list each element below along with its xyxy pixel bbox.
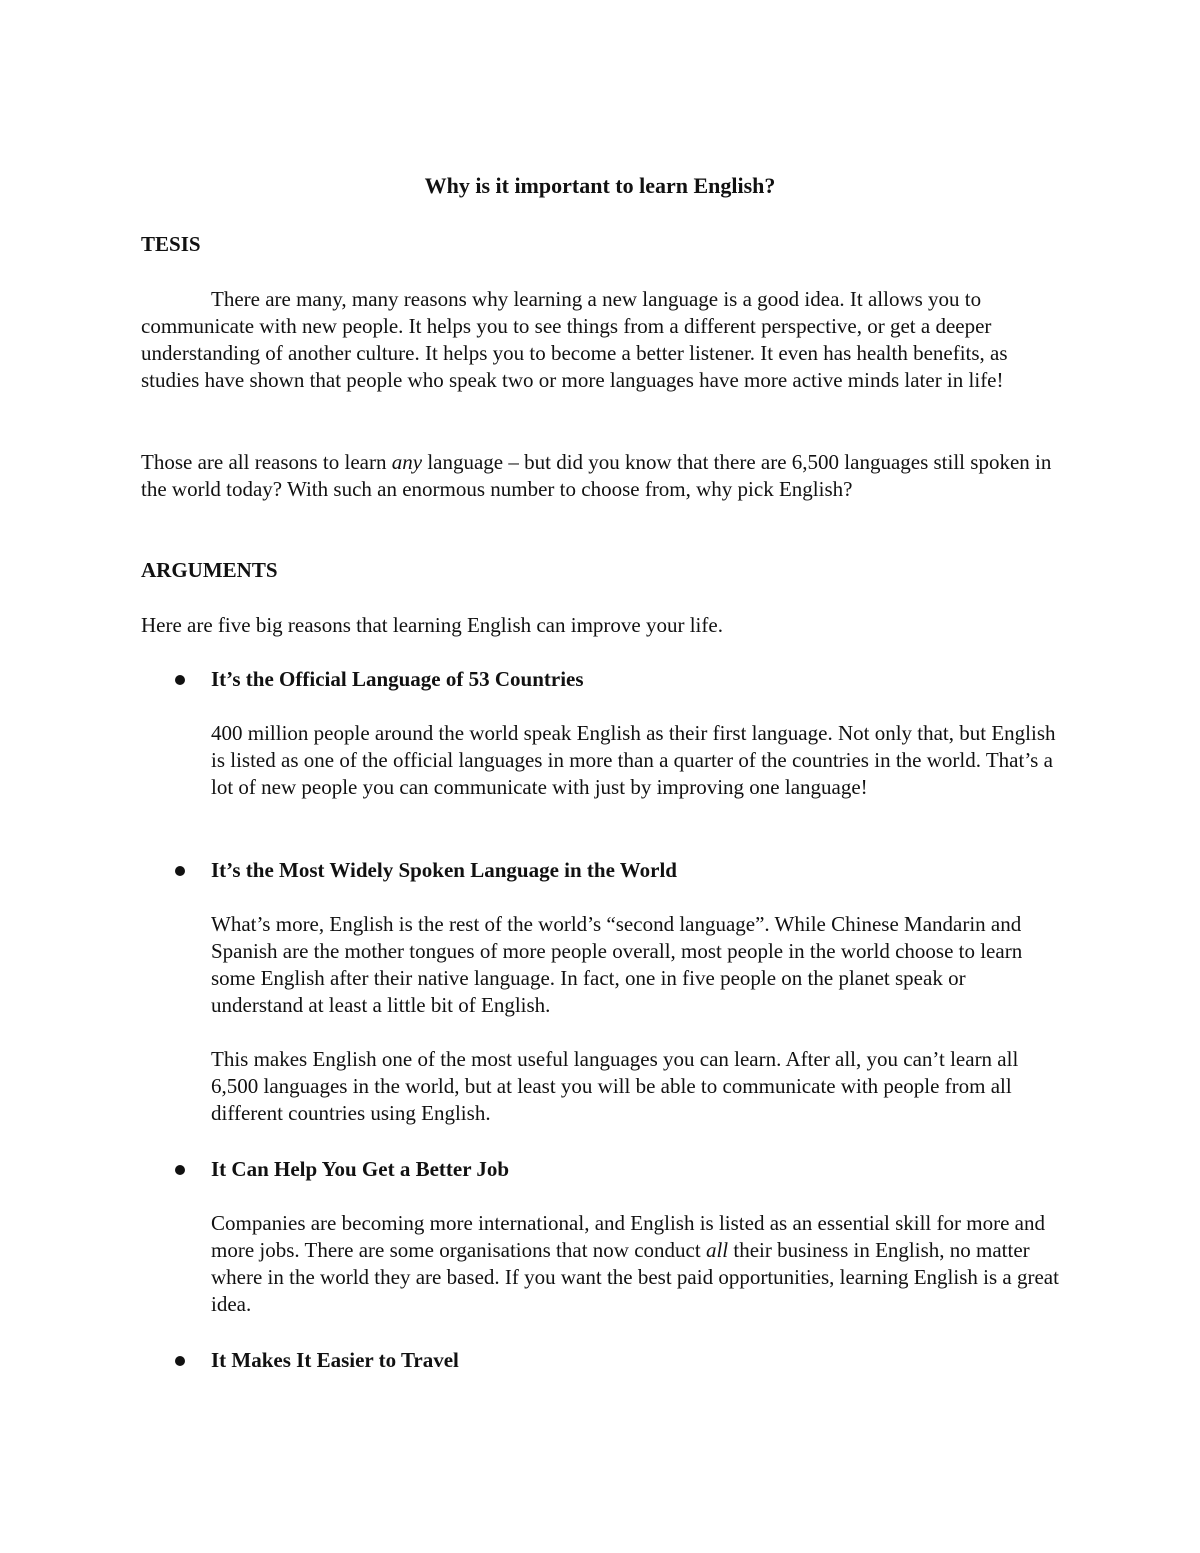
thesis-paragraph-2-emphasis: any (391, 450, 423, 474)
argument-paragraph-emphasis: all (705, 1238, 729, 1262)
argument-paragraph-before: Companies are becoming more international, and English is listed as an essential skill for more and more jobs. There are some organisations that now conduct (211, 1211, 1045, 1262)
thesis-paragraph-2 (141, 449, 1061, 503)
thesis-paragraph-2-before: Those are all reasons to learn (141, 450, 392, 474)
thesis-heading: TESIS (141, 232, 201, 256)
argument-title: It Makes It Easier to Travel (211, 1348, 459, 1372)
argument-paragraph: What’s more, English is the rest of the world’s “second language”. While Chinese Mandarin and Spanish are the mother tongues of more people overall, most people in the world choose to learn some English after their native language. In fact, one in five people on the planet speak or understand at least a little bit of English. (211, 912, 1023, 1017)
argument-paragraph (211, 1210, 1061, 1318)
argument-paragraph: 400 million people around the world speak English as their first language. Not only that, but English is listed as one of the official languages in more than a quarter of the countries in the world. That’s a lot of new people you can communicate with just by improving one language! (211, 721, 1056, 799)
bullet-icon (175, 675, 185, 685)
document-title: Why is it important to learn English? (424, 173, 776, 198)
thesis-paragraph-1: There are many, many reasons why learning a new language is a good idea. It allows you to communicate with new people. It helps you to see things from a different perspective, or get a deeper understanding of another culture. It helps you to become a better listener. It even has health benefits, as studies have shown that people who speak two or more languages have more active minds later in life! (141, 287, 1008, 392)
argument-title: It’s the Official Language of 53 Countries (211, 667, 584, 691)
argument-title: It’s the Most Widely Spoken Language in the World (211, 858, 677, 882)
thesis-paragraph-2-after: language – but did you know that there are 6,500 languages still spoken in the world today? With such an enormous number to choose from, why pick English? (141, 450, 1052, 501)
bullet-icon (175, 1356, 185, 1366)
bullet-icon (175, 1165, 185, 1175)
arguments-intro: Here are five big reasons that learning English can improve your life. (141, 613, 723, 637)
argument-title: It Can Help You Get a Better Job (211, 1157, 510, 1181)
arguments-heading: ARGUMENTS (141, 558, 278, 582)
argument-paragraph-after: their business in English, no matter where in the world they are based. If you want the best paid opportunities, learning English is a great idea. (211, 1238, 1059, 1316)
argument-paragraph: This makes English one of the most useful languages you can learn. After all, you can’t learn all 6,500 languages in the world, but at least you will be able to communicate with people from all different countries using English. (211, 1047, 1019, 1125)
bullet-icon (175, 866, 185, 876)
